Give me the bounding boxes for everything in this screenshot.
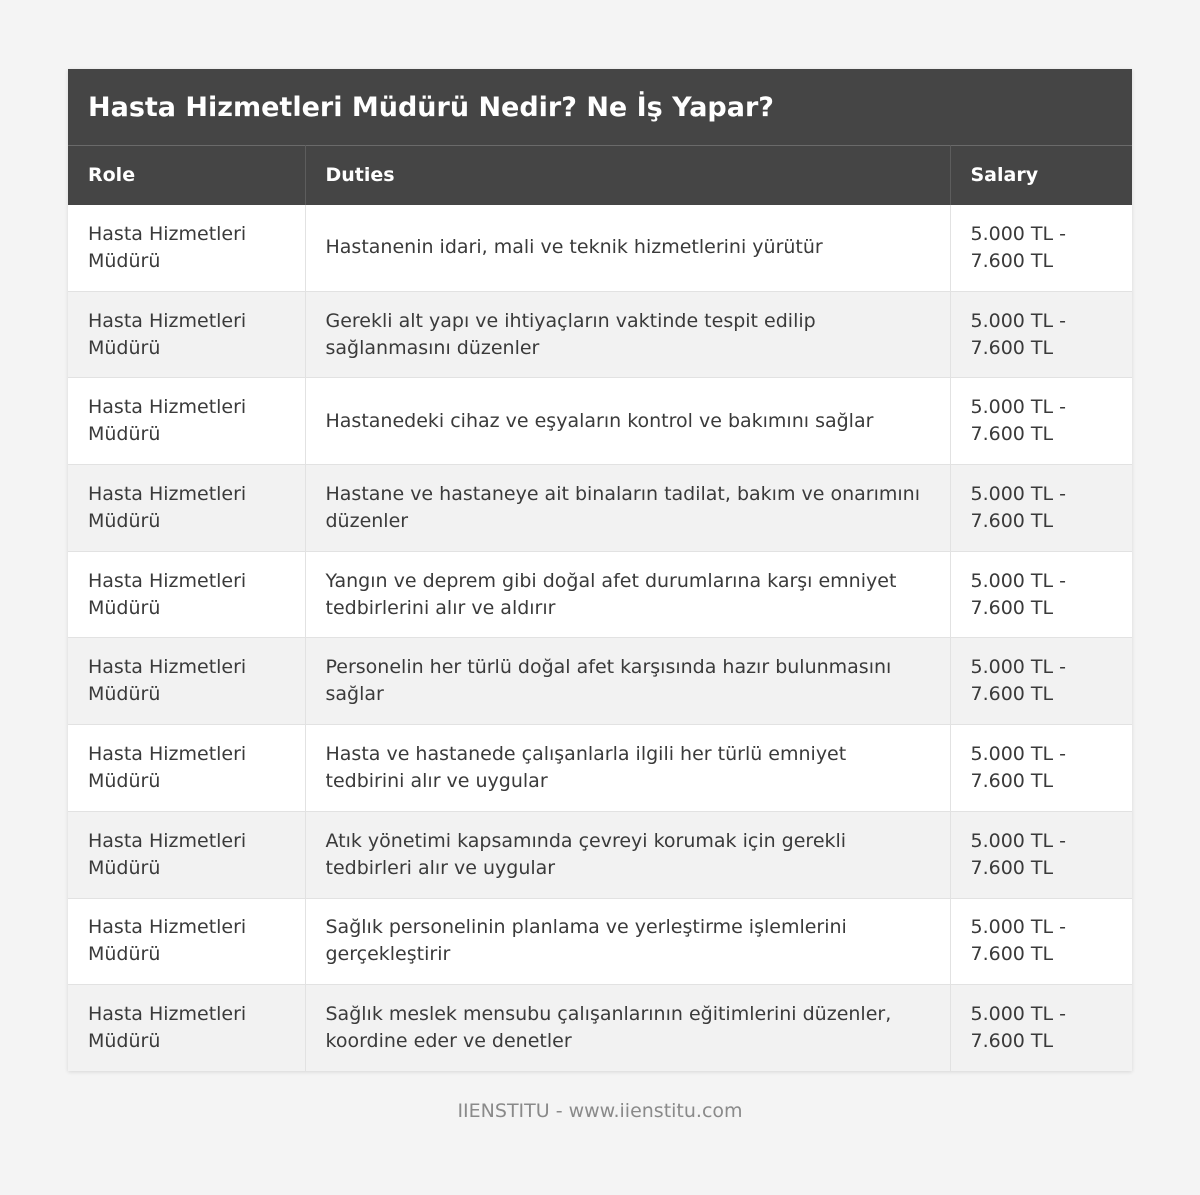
duties-cell: Yangın ve deprem gibi doğal afet durumlarına karşı emniyet tedbirlerini alır ve aldırır [305,551,950,638]
salary-cell: 5.000 TL - 7.600 TL [950,811,1132,898]
duties-cell: Sağlık meslek mensubu çalışanlarının eğitimlerini düzenler, koordine eder ve denetler [305,985,950,1072]
table-row [68,465,1132,552]
table-row [68,898,1132,985]
duties-cell: Hastanenin idari, mali ve teknik hizmetlerini yürütür [305,205,950,292]
table-row [68,725,1132,812]
role-cell: Hasta Hizmetleri Müdürü [68,898,305,985]
role-cell: Hasta Hizmetleri Müdürü [68,465,305,552]
column-header-duties: Duties [305,146,950,205]
table-row [68,205,1132,292]
column-header-salary: Salary [950,146,1132,205]
duties-cell: Hastane ve hastaneye ait binaların tadilat, bakım ve onarımını düzenler [305,465,950,552]
table-row [68,638,1132,725]
salary-cell: 5.000 TL - 7.600 TL [950,465,1132,552]
salary-cell: 5.000 TL - 7.600 TL [950,551,1132,638]
role-cell: Hasta Hizmetleri Müdürü [68,551,305,638]
footer-credit: IIENSTITU - www.iienstitu.com [457,1100,743,1122]
duties-cell: Hastanedeki cihaz ve eşyaların kontrol ve bakımını sağlar [305,378,950,465]
salary-table [68,145,1132,1071]
salary-cell: 5.000 TL - 7.600 TL [950,291,1132,378]
role-cell: Hasta Hizmetleri Müdürü [68,378,305,465]
table-title-bar [68,69,1132,145]
role-cell: Hasta Hizmetleri Müdürü [68,291,305,378]
salary-cell: 5.000 TL - 7.600 TL [950,725,1132,812]
salary-cell: 5.000 TL - 7.600 TL [950,638,1132,725]
column-header-role: Role [68,146,305,205]
role-cell: Hasta Hizmetleri Müdürü [68,985,305,1072]
duties-cell: Atık yönetimi kapsamında çevreyi korumak için gerekli tedbirleri alır ve uygular [305,811,950,898]
role-cell: Hasta Hizmetleri Müdürü [68,638,305,725]
duties-cell: Hasta ve hastanede çalışanlarla ilgili her türlü emniyet tedbirini alır ve uygular [305,725,950,812]
role-cell: Hasta Hizmetleri Müdürü [68,205,305,292]
table-row [68,551,1132,638]
page-title: Hasta Hizmetleri Müdürü Nedir? Ne İş Yapar? [88,91,774,123]
table-header-row [68,146,1132,205]
duties-cell: Gerekli alt yapı ve ihtiyaçların vaktinde tespit edilip sağlanmasını düzenler [305,291,950,378]
table-row [68,378,1132,465]
salary-cell: 5.000 TL - 7.600 TL [970,1003,1067,1053]
table-row [68,985,1132,1072]
table-row [68,811,1132,898]
table-row [68,291,1132,378]
salary-cell: 5.000 TL - 7.600 TL [950,898,1132,985]
duties-cell: Personelin her türlü doğal afet karşısında hazır bulunmasını sağlar [305,638,950,725]
role-cell: Hasta Hizmetleri Müdürü [68,811,305,898]
salary-cell: 5.000 TL - 7.600 TL [950,205,1132,292]
salary-table-card [68,69,1132,1071]
salary-cell: 5.000 TL - 7.600 TL [950,378,1132,465]
duties-cell: Sağlık personelinin planlama ve yerleştirme işlemlerini gerçekleştirir [305,898,950,985]
role-cell: Hasta Hizmetleri Müdürü [68,725,305,812]
